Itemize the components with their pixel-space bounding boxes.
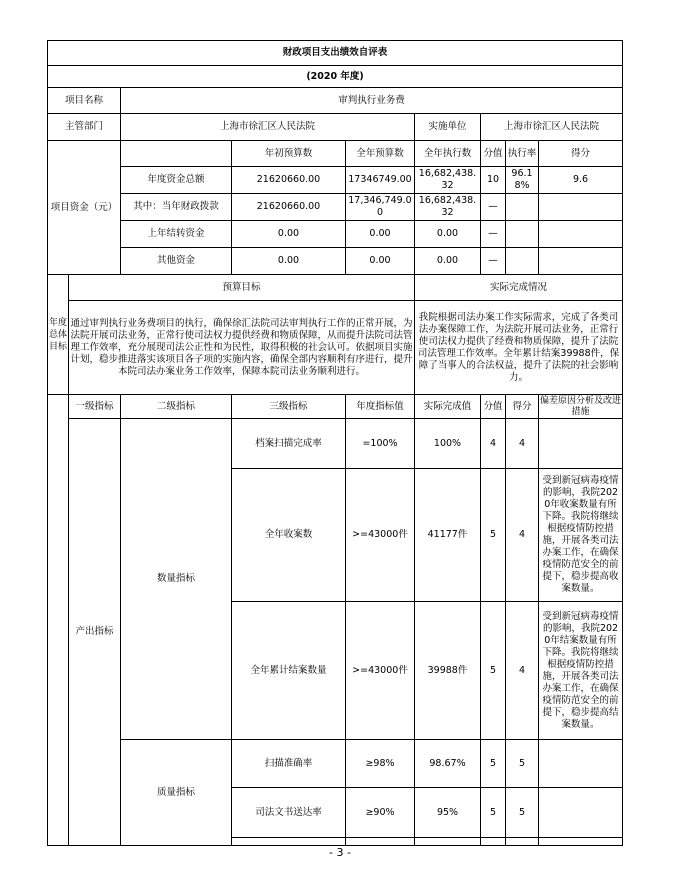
cut-off-cell [415,838,481,846]
funds-header: 得分 [539,141,623,167]
planned-goal-text: 通过审判执行业务费项目的执行，确保徐汇法院司法审判执行工作的正常开展，为法院开展司法业务，正常行使司法权力提供经费和物质保障，从而提升法院司法管理工作效率，充分展现司法公正性和为民性，取得积极的社会认可。依据项目实施计划，稳步推进落实该项目各子项的实施内容，确保全部内容顺利有序进行，提升本院司法办案业务工作效率，保障本院司法业务顺利进行。 [69,301,415,395]
cut-off-cell [539,838,623,846]
unit-value: 上海市徐汇区人民法院 [481,114,623,141]
funds-label: 项目资金（元） [48,141,121,275]
funds-rate: 96.18% [506,167,539,194]
level3-indicator: 档案扫描完成率 [232,419,346,469]
funds-score [539,221,623,248]
funds-row-name: 年度资金总额 [121,167,232,194]
indicator-actual: 41177件 [415,469,481,602]
cut-off-cell [232,838,346,846]
indicator-header: 偏差原因分析及改进措施 [540,395,622,417]
level1-indicator: 产出指标 [69,419,121,846]
cut-off-cell [346,838,415,846]
funds-executed: 16,682,438.32 [415,194,481,221]
level3-indicator: 司法文书送达率 [232,788,346,838]
indicator-actual: 98.67% [415,740,481,788]
funds-header-blank [121,141,232,167]
indicator-value: 5 [481,602,506,740]
funds-header: 年初预算数 [232,141,346,167]
indicator-header: 三级指标 [232,395,346,419]
funds-initial: 0.00 [232,221,346,248]
indicator-note [539,419,623,469]
cut-off-cell [481,838,506,846]
indicator-header: 二级指标 [121,395,232,419]
funds-header: 分值 [481,141,506,167]
indicator-note: 受到新冠病毒疫情的影响，我院2020年结案数量有所下降。我院将继续根据疫情防控措施，开展各类司法办案工作，在确保疫情防范安全的前提下，稳步提高结案数量。 [539,602,623,740]
indicator-value: 4 [481,419,506,469]
funds-annual: 0.00 [346,221,415,248]
funds-score-value: 10 [481,167,506,194]
funds-executed: 16,682,438.32 [415,167,481,194]
indicator-header: 分值 [481,395,506,419]
unit-label: 实施单位 [415,114,481,141]
funds-row-name: 其他资金 [121,248,232,275]
indicator-header: 实际完成值 [415,395,481,419]
level3-indicator: 全年收案数 [232,469,346,602]
funds-score-value: — [481,221,506,248]
cut-off-cell [506,838,539,846]
funds-header: 执行率 [506,141,539,167]
table-title: 财政项目支出绩效自评表 [48,41,623,66]
indicator-actual: 39988件 [415,602,481,740]
indicator-header: 年度指标值 [346,395,415,419]
level2-indicator: 质量指标 [121,740,232,846]
page-number: - 3 - [329,846,351,859]
indicator-target: ≥90% [346,788,415,838]
goals-label: 年度总体目标 [48,275,69,395]
actual-result-text: 我院根据司法办案工作实际需求，完成了各类司法办案保障工作，为法院开展司法业务，正常行使司法权力提供了经费和物质保障，提升了法院司法管理工作效率。全年累计结案39988件，保障了当事人的合法权益，提升了法院的社会影响力。 [415,301,623,395]
dept-value: 上海市徐汇区人民法院 [121,114,415,141]
funds-annual: 17,346,749.00 [346,194,415,221]
funds-rate [506,194,539,221]
funds-initial: 21620660.00 [232,194,346,221]
indicator-target: >=43000件 [346,602,415,740]
indicator-value: 5 [481,740,506,788]
indicator-note [539,788,623,838]
project-name-label: 项目名称 [48,88,121,114]
funds-executed: 0.00 [415,221,481,248]
funds-row-name: 其中：当年财政拨款 [121,194,232,221]
indicator-value: 5 [481,788,506,838]
funds-annual: 17346749.00 [346,167,415,194]
funds-header: 全年执行数 [415,141,481,167]
actual-result-header: 实际完成情况 [415,275,623,301]
funds-score: 9.6 [539,167,623,194]
planned-goal-header: 预算目标 [69,275,415,301]
indicator-actual: 100% [415,419,481,469]
indicator-score: 4 [506,469,539,602]
funds-rate [506,248,539,275]
indicator-note [539,740,623,788]
funds-executed: 0.00 [415,248,481,275]
funds-rate [506,221,539,248]
indicator-target: >=43000件 [346,469,415,602]
level2-indicator: 数量指标 [121,419,232,740]
funds-score-value: — [481,194,506,221]
table-year: (2020 年度) [48,66,623,88]
indicator-score: 5 [506,740,539,788]
indicator-header: 得分 [506,395,539,419]
indicator-actual: 95% [415,788,481,838]
indicator-score: 5 [506,788,539,838]
level3-indicator: 扫描准确率 [232,740,346,788]
funds-header: 全年预算数 [346,141,415,167]
funds-annual: 0.00 [346,248,415,275]
indicator-note: 受到新冠病毒疫情的影响，我院2020年收案数量有所下降。我院将继续根据疫情防控措施，开展各类司法办案工作，在确保疫情防范安全的前提下，稳步提高收案数量。 [539,469,623,602]
indicator-value: 5 [481,469,506,602]
indicator-target: =100% [346,419,415,469]
dept-label: 主管部门 [48,114,121,141]
performance-evaluation-table [47,40,623,846]
indicator-score: 4 [506,419,539,469]
indicator-header: 一级指标 [69,395,121,419]
funds-row-name: 上年结转资金 [121,221,232,248]
project-name-value: 审判执行业务费 [121,88,623,114]
indicator-target: ≥98% [346,740,415,788]
indicator-score: 4 [506,602,539,740]
funds-initial: 0.00 [232,248,346,275]
level3-indicator: 全年累计结案数量 [232,602,346,740]
funds-initial: 21620660.00 [232,167,346,194]
funds-score-value: — [481,248,506,275]
funds-score [539,194,623,221]
indicators-side-column [48,395,69,846]
funds-score [539,248,623,275]
